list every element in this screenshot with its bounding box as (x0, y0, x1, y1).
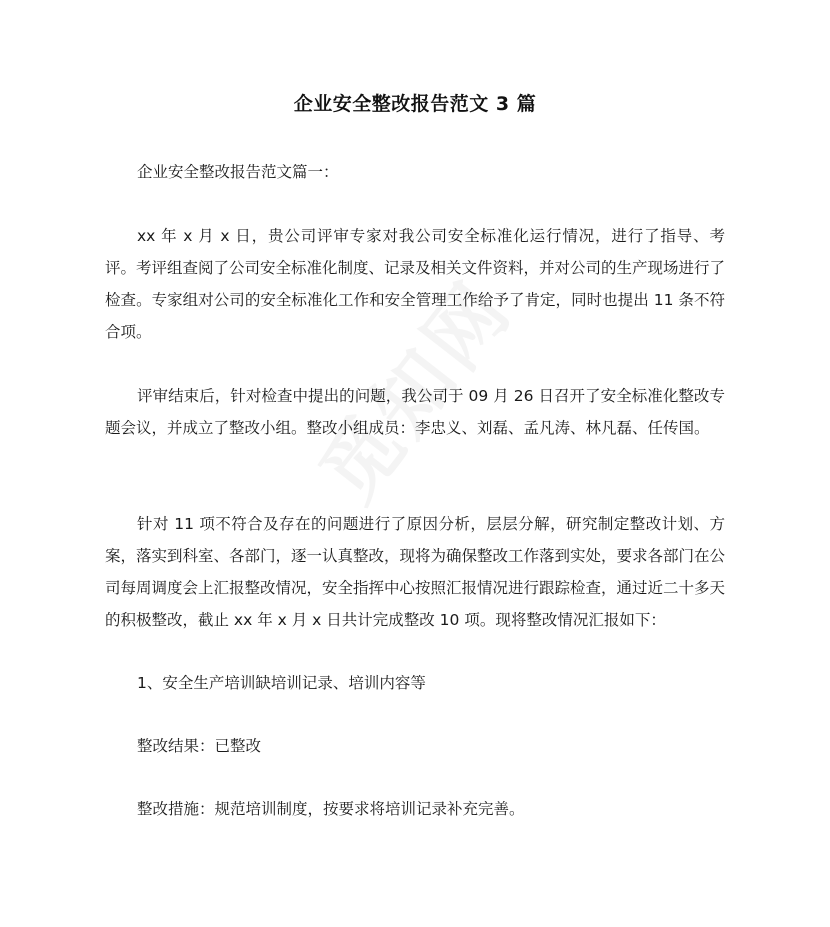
paragraph-3: 针对 11 项不符合及存在的问题进行了原因分析，层层分解，研究制定整改计划、方案，落实到科室、各部门，逐一认真整改，现将为确保整改工作落到实处，要求各部门在公司每周调度会上汇报整改情况，安全指挥中心按照汇报情况进行跟踪检查，通过近二十多天的积极整改，截止 xx 年 x 月 x 日共计完成整改 10 项。现将整改情况汇报如下： (105, 515, 726, 629)
item-1-heading: 1、安全生产培训缺培训记录、培训内容等 (137, 674, 426, 692)
item-1-measure: 整改措施：规范培训制度，按要求将培训记录补充完善。 (137, 800, 525, 818)
section-heading: 企业安全整改报告范文篇一： (137, 163, 339, 181)
paragraph-1: xx 年 x 月 x 日，贵公司评审专家对我公司安全标准化运行情况，进行了指导、考评。考评组查阅了公司安全标准化制度、记录及相关文件资料，并对公司的生产现场进行了检查。专家组对公司的安全标准化工作和安全管理工作给予了肯定，同时也提出 11 条不符合项。 (105, 227, 726, 341)
item-1-result: 整改结果：已整改 (137, 737, 262, 755)
paragraph-2: 评审结束后，针对检查中提出的问题，我公司于 09 月 26 日召开了安全标准化整改专题会议，并成立了整改小组。整改小组成员：李忠义、刘磊、孟凡涛、林凡磊、任传国。 (105, 387, 725, 437)
document-title: 企业安全整改报告范文 3 篇 (293, 93, 537, 115)
